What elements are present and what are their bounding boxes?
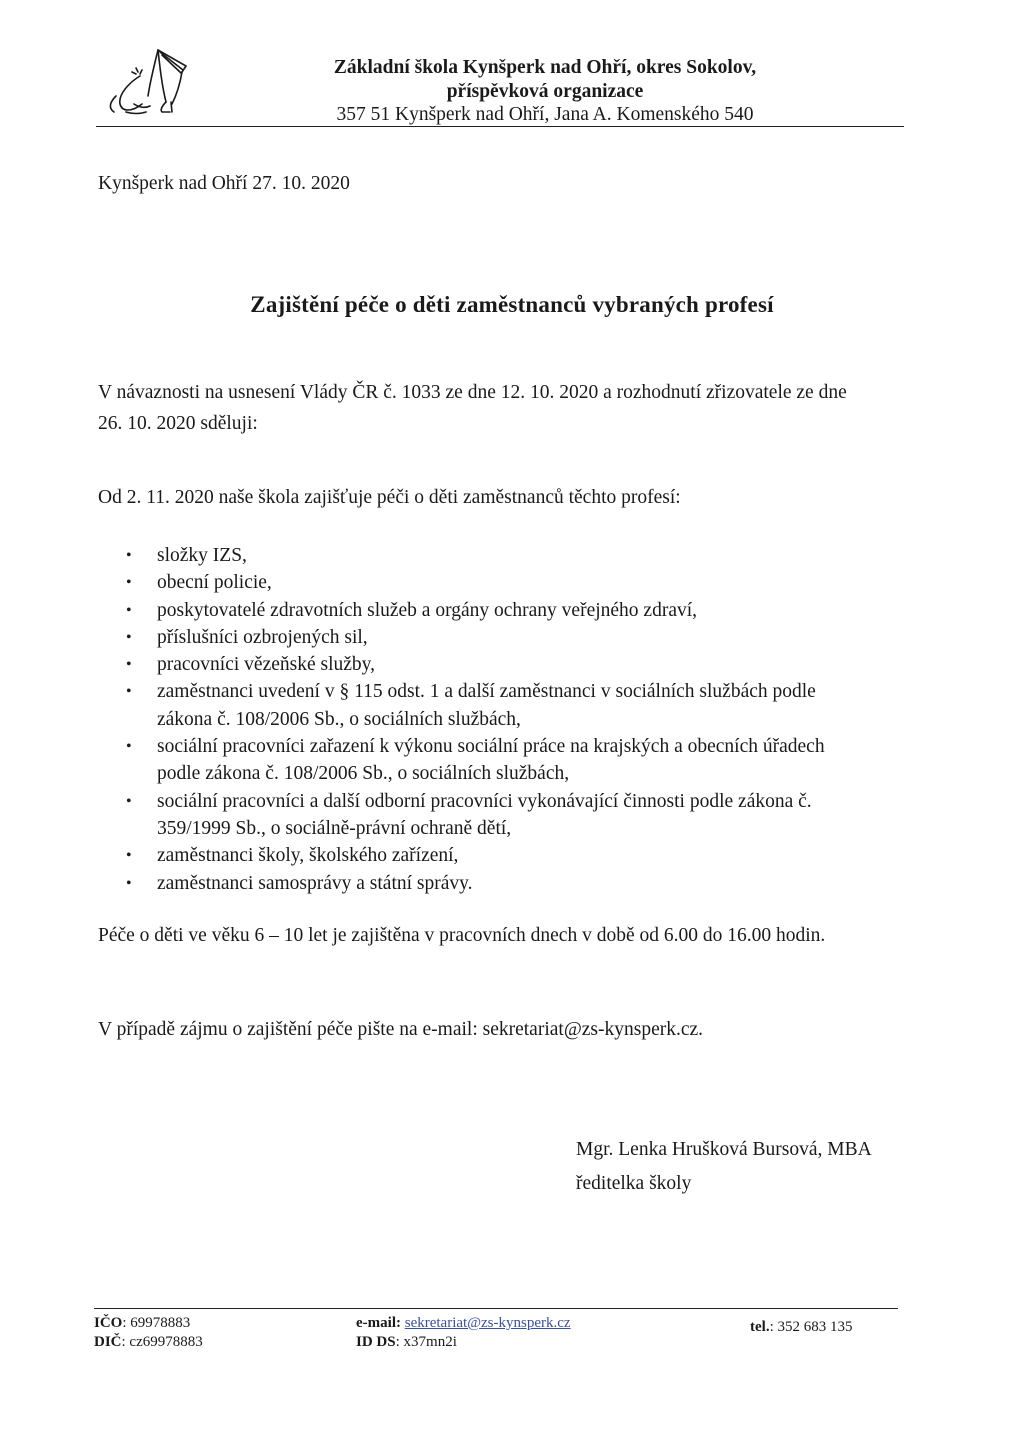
document-title: Zajištění péče o děti zaměstnanců vybraných profesí — [250, 292, 774, 317]
list-item: • pracovníci vězeňské služby, — [120, 651, 880, 678]
footer-tel — [750, 1317, 853, 1337]
tel-value: : 352 683 135 — [769, 1319, 853, 1335]
list-item: • poskytovatelé zdravotních služeb a orgány ochrany veřejného zdraví, — [120, 597, 880, 624]
intro-line-2: 26. 10. 2020 sděluji: — [98, 413, 258, 434]
ico-value: : 69978883 — [122, 1315, 191, 1331]
signature-role: ředitelka školy — [576, 1173, 692, 1194]
school-type: příspěvková organizace — [446, 81, 644, 102]
contact-info: V případě zájmu o zajištění péče pište na e-mail: sekretariat@zs-kynsperk.cz. — [98, 1019, 704, 1040]
footer-idds — [356, 1332, 457, 1352]
signature-name: Mgr. Lenka Hrušková Bursová, MBA — [576, 1139, 872, 1160]
dic-label: DIČ — [94, 1334, 122, 1350]
school-name: Základní škola Kynšperk nad Ohří, okres Sokolov, — [333, 57, 757, 78]
idds-label: ID DS — [356, 1334, 396, 1350]
footer-divider — [94, 1308, 898, 1309]
intro-line-1: V návaznosti na usnesení Vlády ČR č. 1033 ze dne 12. 10. 2020 a rozhodnutí zřizovatele ze dne — [98, 382, 847, 403]
list-item: • sociální pracovníci a další odborní pracovníci vykonávající činnosti podle zákona č. 359/1999 Sb., o sociálně-právní ochraně dětí, — [120, 788, 880, 843]
school-address: 357 51 Kynšperk nad Ohří, Jana A. Komenského 540 — [336, 104, 754, 125]
list-item: • sociální pracovníci zařazení k výkonu sociální práce na krajských a obecních úřadech podle zákona č. 108/2006 Sb., o sociálních službách, — [120, 733, 880, 788]
professions-list — [120, 542, 880, 897]
dic-value: : cz69978883 — [121, 1334, 203, 1350]
email-label: e-mail: — [356, 1315, 401, 1331]
list-item: • obecní policie, — [120, 569, 880, 596]
list-item: • příslušníci ozbrojených sil, — [120, 624, 880, 651]
tel-label: tel. — [750, 1319, 770, 1335]
school-logo — [96, 46, 196, 120]
care-info: Péče o děti ve věku 6 – 10 let je zajištěna v pracovních dnech v době od 6.00 do 16.00 hodin. — [98, 925, 826, 946]
list-item: • zaměstnanci samosprávy a státní správy. — [120, 870, 880, 897]
list-item: • složky IZS, — [120, 542, 880, 569]
footer-email — [356, 1313, 571, 1333]
list-item: • zaměstnanci školy, školského zařízení, — [120, 842, 880, 869]
footer-dic — [94, 1332, 203, 1352]
list-item: • zaměstnanci uvedení v § 115 odst. 1 a další zaměstnanci v sociálních službách podle zákona č. 108/2006 Sb., o sociálních službách, — [120, 678, 880, 733]
ico-label: IČO — [94, 1315, 123, 1331]
idds-value: : x37mn2i — [395, 1334, 457, 1350]
list-intro: Od 2. 11. 2020 naše škola zajišťuje péči o děti zaměstnanců těchto profesí: — [98, 487, 681, 508]
header-divider — [96, 126, 904, 127]
footer-ico — [94, 1313, 190, 1333]
date-line: Kynšperk nad Ohří 27. 10. 2020 — [98, 173, 350, 194]
email-link[interactable]: sekretariat@zs-kynsperk.cz — [404, 1315, 571, 1331]
